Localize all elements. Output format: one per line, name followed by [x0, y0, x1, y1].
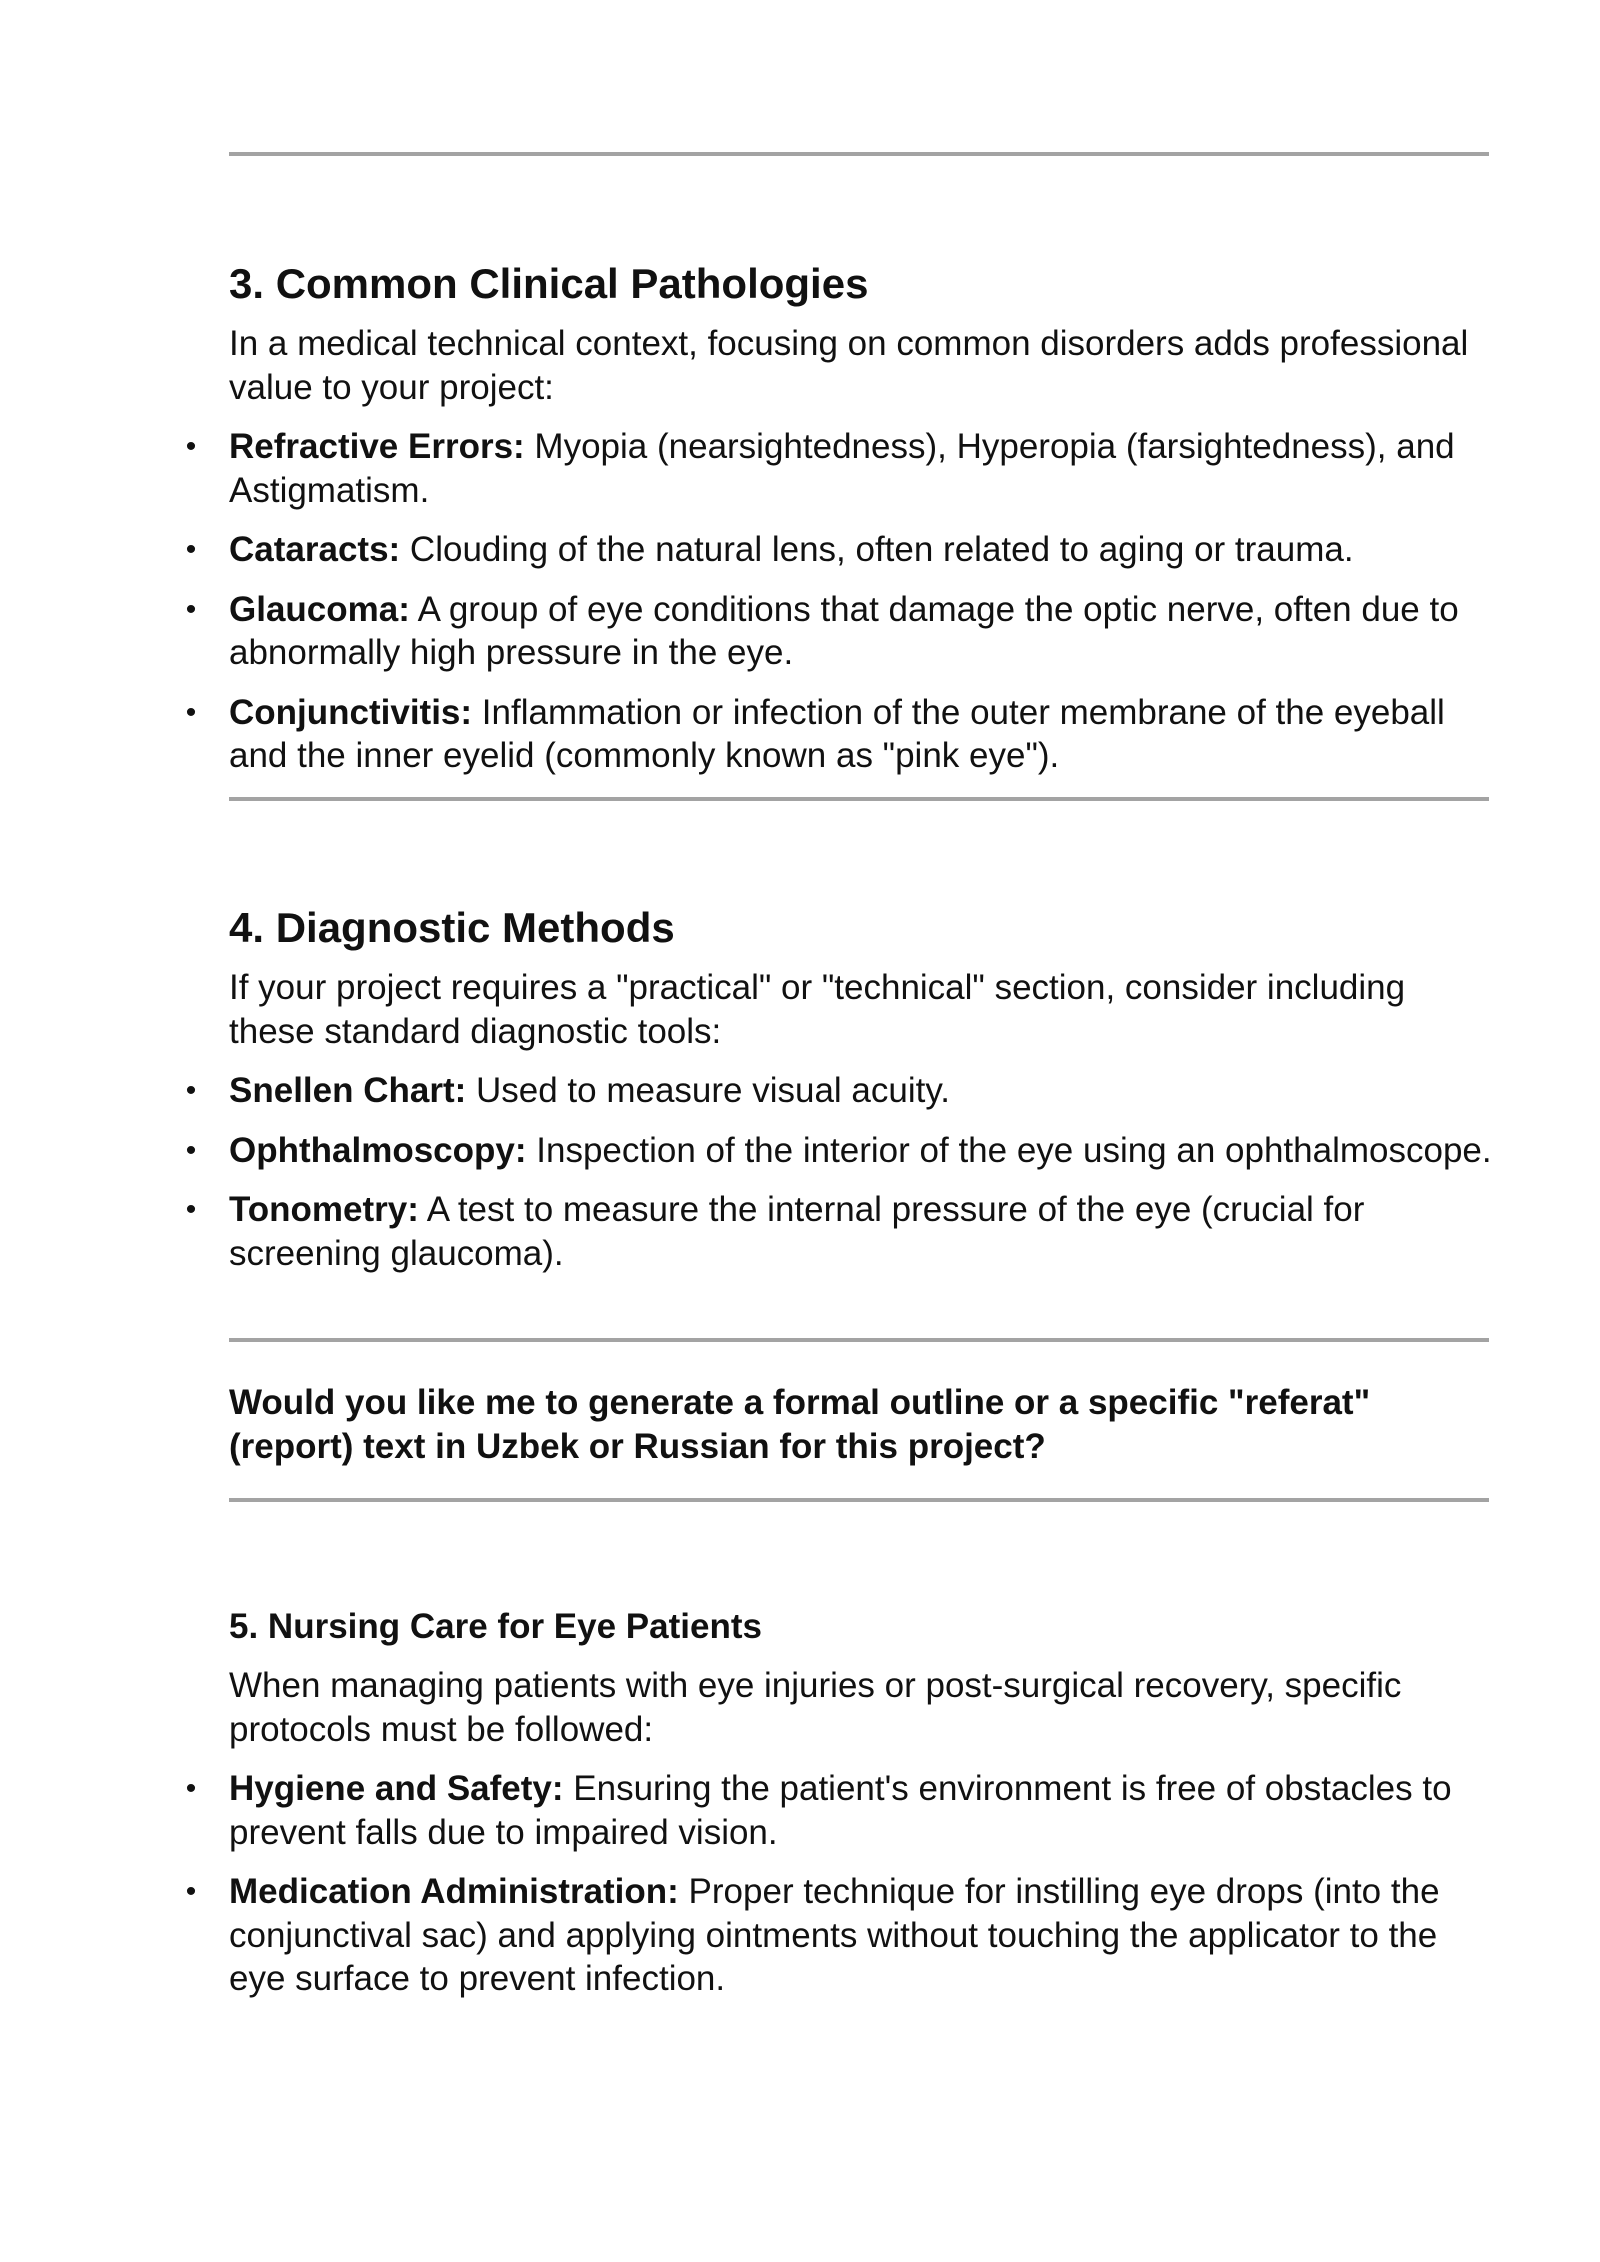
bullet-icon: •	[185, 430, 197, 463]
bullet-icon: •	[185, 592, 197, 626]
bullet-icon: •	[185, 695, 197, 729]
item-term: Refractive Errors:	[229, 427, 525, 466]
bullet-list	[185, 1069, 1499, 1275]
section-intro: If your project requires a "practical" or "technical" section, consider including these standard diagnostic tools:	[229, 968, 1406, 1051]
horizontal-rule	[229, 152, 1489, 156]
item-description: Proper technique for instilling eye drops (into the conjunctival sac) and applying ointments without touching the applicator to the eye surface to prevent infection.	[229, 1872, 1440, 1998]
bullet-list	[185, 1767, 1499, 2001]
section-common-pathologies	[185, 259, 1499, 778]
item-description: Used to measure visual acuity.	[466, 1071, 950, 1110]
bullet-icon: •	[185, 1133, 197, 1167]
list-item	[185, 691, 1499, 778]
list-item	[185, 1870, 1499, 2001]
section-intro: In a medical technical context, focusing on common disorders adds professional value to your project:	[229, 324, 1469, 407]
section-heading: 3. Common Clinical Pathologies	[229, 260, 869, 307]
section-nursing-care	[185, 1605, 1499, 2001]
section-intro: When managing patients with eye injuries or post-surgical recovery, specific protocols must be followed:	[229, 1666, 1402, 1749]
bullet-icon: •	[185, 1875, 197, 1908]
item-term: Glaucoma:	[229, 589, 410, 629]
horizontal-rule	[229, 797, 1489, 801]
item-description: Inflammation or infection of the outer membrane of the eyeball and the inner eyelid (commonly known as "pink eye").	[229, 692, 1445, 775]
item-description: Inspection of the interior of the eye using an ophthalmoscope.	[526, 1130, 1492, 1170]
list-item	[185, 1767, 1499, 1854]
section-heading: 5. Nursing Care for Eye Patients	[229, 1607, 762, 1646]
item-term: Hygiene and Safety:	[229, 1769, 564, 1808]
list-item	[185, 1188, 1499, 1275]
question-text: Would you like me to generate a formal outline or a specific "referat" (report) text in Uzbek or Russian for this project?	[229, 1383, 1371, 1466]
item-term: Medication Administration:	[229, 1872, 679, 1911]
list-item	[185, 1069, 1499, 1113]
item-term: Snellen Chart:	[229, 1071, 467, 1110]
item-term: Cataracts:	[229, 530, 401, 569]
bullet-icon: •	[185, 533, 197, 566]
section-diagnostic-methods	[185, 903, 1499, 1275]
horizontal-rule	[229, 1498, 1489, 1502]
item-term: Ophthalmoscopy:	[229, 1130, 527, 1170]
list-item	[185, 528, 1499, 572]
bullet-list	[185, 425, 1499, 778]
list-item	[185, 1129, 1499, 1173]
item-description: A test to measure the internal pressure of the eye (crucial for screening glaucoma).	[229, 1190, 1365, 1273]
bullet-icon: •	[185, 1772, 197, 1805]
item-description: A group of eye conditions that damage the optic nerve, often due to abnormally high pressure in the eye.	[229, 589, 1459, 672]
list-item	[185, 425, 1499, 512]
bullet-icon: •	[185, 1074, 197, 1107]
horizontal-rule	[229, 1338, 1489, 1342]
item-description: Clouding of the natural lens, often related to aging or trauma.	[400, 530, 1354, 569]
item-description: Myopia (nearsightedness), Hyperopia (farsightedness), and Astigmatism.	[229, 427, 1455, 510]
follow-up-question	[229, 1381, 1499, 1468]
section-heading: 4. Diagnostic Methods	[229, 904, 675, 951]
list-item	[185, 588, 1499, 675]
item-description: Ensuring the patient's environment is free of obstacles to prevent falls due to impaired vision.	[229, 1769, 1452, 1852]
item-term: Tonometry:	[229, 1190, 419, 1229]
item-term: Conjunctivitis:	[229, 692, 473, 732]
bullet-icon: •	[185, 1193, 197, 1226]
